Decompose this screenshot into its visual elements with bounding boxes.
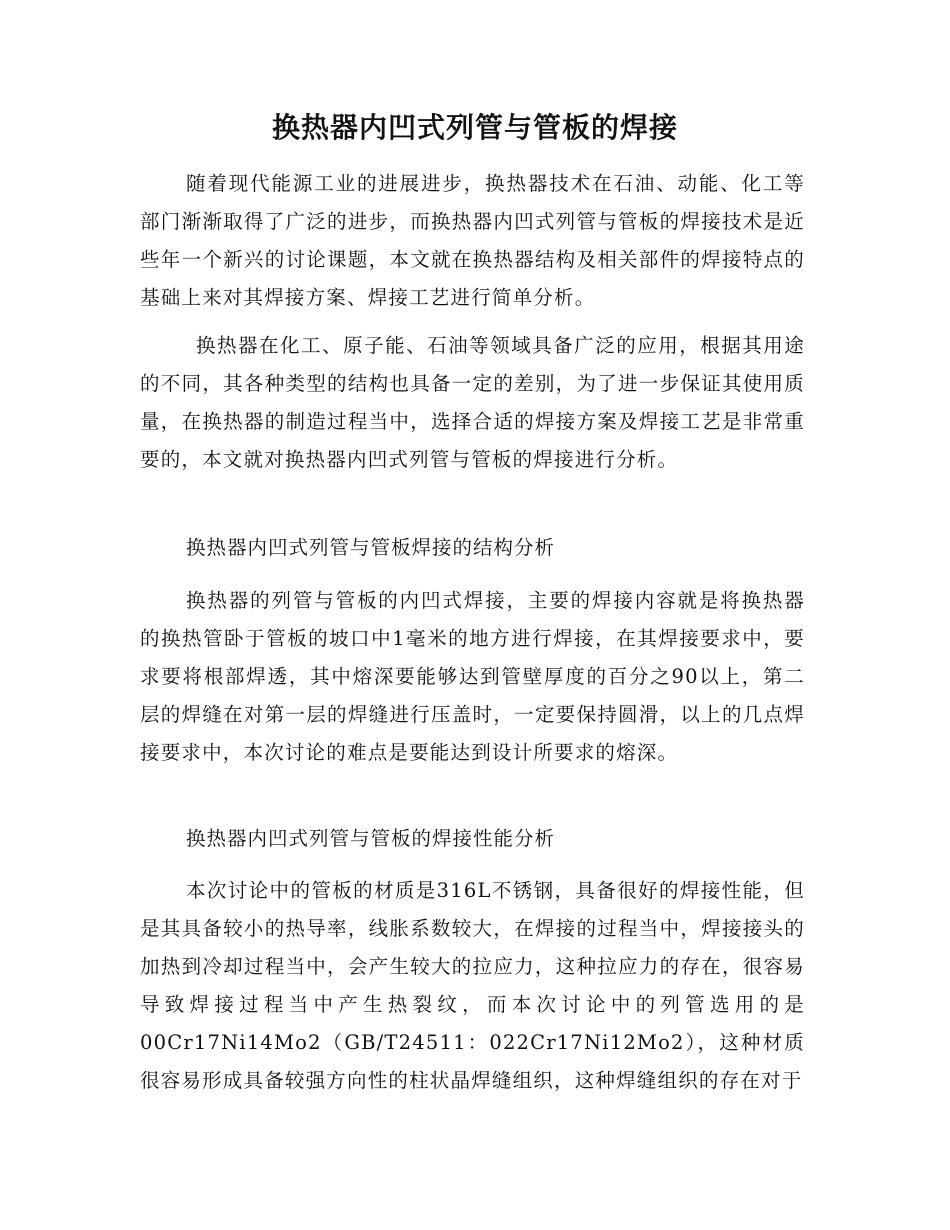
section-heading-performance: 换热器内凹式列管与管板的焊接性能分析 — [186, 827, 556, 850]
performance-paragraph: 本次讨论中的管板的材质是316L不锈钢，具备很好的焊接性能，但是其具备较小的热导率，线胀系数较大，在焊接的过程当中，焊接接头的加热到冷却过程当中，会产生较大的拉应力，这种拉应力的存在，很容易导致焊接过程当中产生热裂纹，而本次讨论中的列管选用的是00Cr17Ni14Mo2（GB/T24511：022Cr17Ni12Mo2），这种材质很容易形成具备较强方向性的柱状晶焊缝组织，这种焊缝组织的存在对于 — [140, 879, 805, 1092]
intro-paragraph: 随着现代能源工业的进展进步，换热器技术在石油、动能、化工等部门渐渐取得了广泛的进步，而换热器内凹式列管与管板的焊接技术是近些年一个新兴的讨论课题，本文就在换热器结构及相关部件的焊接特点的基础上来对其焊接方案、焊接工艺进行简单分析。 — [140, 172, 805, 309]
background-paragraph: 换热器在化工、原子能、石油等领域具备广泛的应用，根据其用途的不同，其各种类型的结构也具备一定的差别，为了进一步保证其使用质量，在换热器的制造过程当中，选择合适的焊接方案及焊接工艺是非常重要的，本文就对换热器内凹式列管与管板的焊接进行分析。 — [140, 334, 805, 471]
section-heading-structure: 换热器内凹式列管与管板焊接的结构分析 — [186, 536, 556, 559]
structure-paragraph: 换热器的列管与管板的内凹式焊接，主要的焊接内容就是将换热器的换热管卧于管板的坡口中1毫米的地方进行焊接，在其焊接要求中，要求要将根部焊透，其中熔深要能够达到管壁厚度的百分之90以上，第二层的焊缝在对第一层的焊缝进行压盖时，一定要保持圆滑，以上的几点焊接要求中，本次讨论的难点是要能达到设计所要求的熔深。 — [140, 589, 805, 764]
document-title: 换热器内凹式列管与管板的焊接 — [271, 111, 678, 144]
